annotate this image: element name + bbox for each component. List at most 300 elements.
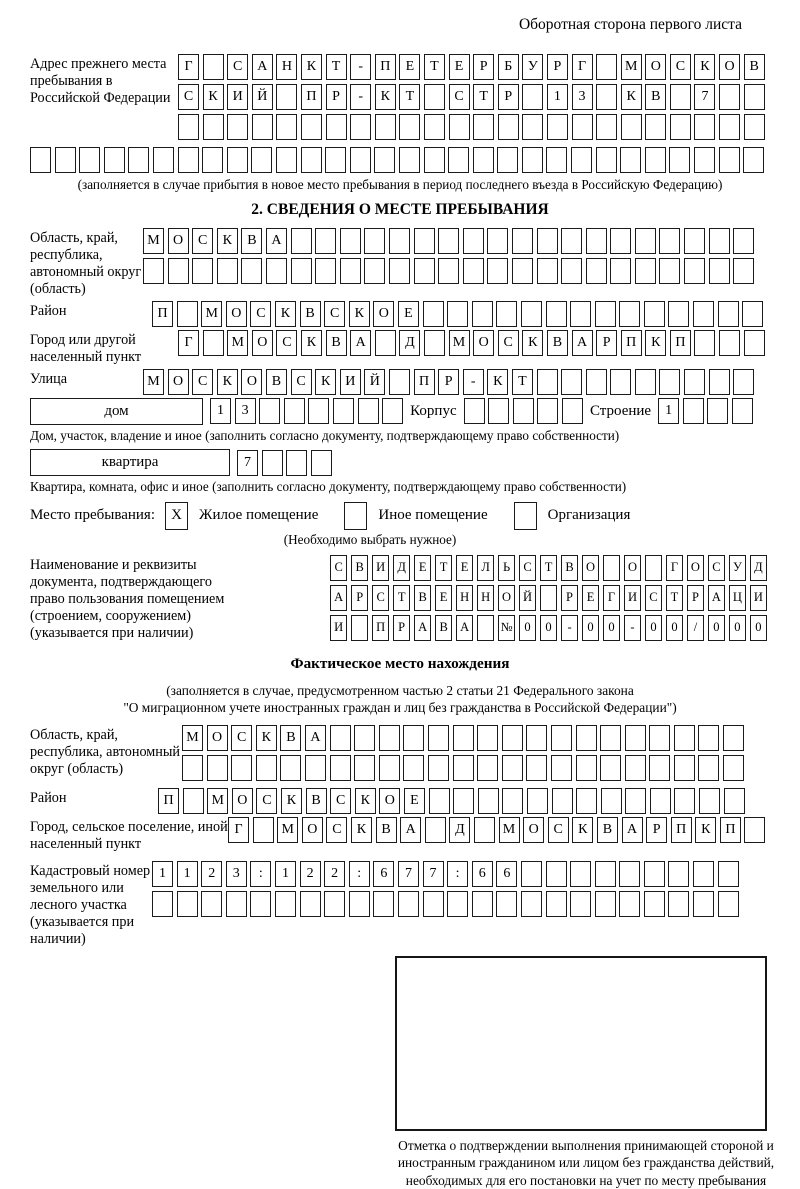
field-oblast (30, 228, 770, 298)
char-cell: П (414, 369, 435, 395)
char-cell (226, 891, 247, 917)
gorod-row (178, 330, 765, 356)
char-cell (487, 228, 508, 254)
char-cell (742, 301, 763, 327)
char-cell: П (301, 84, 322, 110)
char-cell (311, 450, 332, 476)
char-cell: А (350, 330, 371, 356)
char-cell: А (305, 725, 326, 751)
char-cell (551, 725, 572, 751)
char-cell: 1 (275, 861, 296, 887)
char-cell: Е (456, 555, 473, 581)
char-cell: 0 (519, 615, 536, 641)
char-cell: Е (582, 585, 599, 611)
char-cell: - (350, 54, 371, 80)
char-cell (586, 369, 607, 395)
char-cell: М (449, 330, 470, 356)
char-cell (354, 755, 375, 781)
factual-gorod-row (228, 817, 765, 843)
char-cell: В (376, 817, 397, 843)
char-cell (333, 398, 354, 424)
char-cell: В (547, 330, 568, 356)
char-cell: В (241, 228, 262, 254)
char-cell: М (227, 330, 248, 356)
char-cell (266, 258, 287, 284)
char-cell (104, 147, 125, 173)
mesto-note: (Необходимо выбрать нужное) (283, 531, 457, 547)
char-cell: В (266, 369, 287, 395)
char-cell: К (375, 84, 396, 110)
prev-address-row-1 (178, 54, 765, 80)
char-cell: У (729, 555, 746, 581)
char-cell: К (349, 301, 370, 327)
char-cell (552, 788, 573, 814)
char-cell (576, 725, 597, 751)
char-cell (253, 817, 274, 843)
char-cell (625, 788, 646, 814)
char-cell (649, 755, 670, 781)
char-cell: В (597, 817, 618, 843)
char-cell: О (523, 817, 544, 843)
char-cell: О (719, 54, 740, 80)
char-cell (330, 725, 351, 751)
stamp-caption: Отметка о подтверждении выполнения принимающей стороной и иностранным гражданином или лицом без гражданства действий, необходимых для его постановки на учет по месту пребывания (397, 1137, 775, 1188)
char-cell: 7 (423, 861, 444, 887)
char-cell: О (241, 369, 262, 395)
char-cell (398, 891, 419, 917)
char-cell (694, 147, 715, 173)
char-cell: А (708, 585, 725, 611)
stroenie-cells (658, 398, 753, 424)
prev-address-row-4 (30, 147, 770, 173)
char-cell (551, 755, 572, 781)
char-cell: Е (435, 585, 452, 611)
char-cell: С (372, 585, 389, 611)
char-cell (143, 258, 164, 284)
char-cell: 1 (210, 398, 231, 424)
char-cell (669, 147, 690, 173)
char-cell: Д (449, 817, 470, 843)
char-cell (275, 891, 296, 917)
char-cell: У (522, 54, 543, 80)
char-cell (733, 258, 754, 284)
char-cell (276, 147, 297, 173)
char-cell (128, 147, 149, 173)
char-cell (276, 114, 297, 140)
char-cell (540, 585, 557, 611)
char-cell: Р (498, 84, 519, 110)
char-cell: А (622, 817, 643, 843)
char-cell: Г (178, 330, 199, 356)
char-cell (429, 788, 450, 814)
char-cell (379, 755, 400, 781)
char-cell (375, 330, 396, 356)
char-cell (645, 555, 662, 581)
factual-gorod-label: Город, сельское поселение, иной населенный пункт (30, 818, 228, 852)
char-cell: Ь (498, 555, 515, 581)
char-cell (424, 147, 445, 173)
char-cell (694, 330, 715, 356)
char-cell (527, 788, 548, 814)
char-cell: А (266, 228, 287, 254)
char-cell: 6 (373, 861, 394, 887)
char-cell (276, 84, 297, 110)
char-cell (473, 114, 494, 140)
char-cell (177, 891, 198, 917)
char-cell (645, 114, 666, 140)
option-zhiloe-label: Жилое помещение (199, 507, 319, 524)
char-cell (349, 891, 370, 917)
dom-cells (210, 398, 403, 424)
char-cell (600, 755, 621, 781)
char-cell: 3 (226, 861, 247, 887)
char-cell (330, 755, 351, 781)
char-cell: Н (456, 585, 473, 611)
char-cell: О (498, 585, 515, 611)
char-cell: 0 (708, 615, 725, 641)
char-cell: К (217, 369, 238, 395)
char-cell (284, 398, 305, 424)
char-cell: И (624, 585, 641, 611)
char-cell (487, 258, 508, 284)
char-cell: Й (364, 369, 385, 395)
mesto-prebyvaniya-row (30, 502, 770, 530)
char-cell: Р (351, 585, 368, 611)
char-cell: Т (540, 555, 557, 581)
char-cell (201, 891, 222, 917)
char-cell (453, 788, 474, 814)
char-cell: С (192, 369, 213, 395)
field-factual-raion (30, 788, 770, 814)
char-cell: С (291, 369, 312, 395)
document-row-2 (330, 585, 767, 611)
char-cell (683, 398, 704, 424)
char-cell (719, 330, 740, 356)
factual-oblast-label: Область, край, республика, автономный округ (область) (30, 726, 181, 777)
char-cell: Д (399, 330, 420, 356)
char-cell: Н (477, 585, 494, 611)
checkbox-organizatsiya (514, 502, 537, 530)
char-cell: 2 (300, 861, 321, 887)
char-cell (674, 788, 695, 814)
char-cell (733, 369, 754, 395)
char-cell: М (143, 369, 164, 395)
checkbox-inoe (344, 502, 367, 530)
char-cell (79, 147, 100, 173)
char-cell: Р (547, 54, 568, 80)
char-cell: Р (393, 615, 410, 641)
oblast-row-2 (143, 258, 754, 284)
char-cell: 6 (472, 861, 493, 887)
field-factual-gorod (30, 817, 770, 853)
char-cell: 0 (729, 615, 746, 641)
char-cell: С (449, 84, 470, 110)
char-cell: М (207, 788, 228, 814)
kvartira-caption: Квартира, комната, офис и иное (заполнить согласно документу, подтверждающему право собственности) (30, 479, 627, 495)
char-cell (619, 891, 640, 917)
char-cell (644, 301, 665, 327)
char-cell (182, 755, 203, 781)
char-cell: О (232, 788, 253, 814)
char-cell (546, 147, 567, 173)
field-ulitsa (30, 369, 770, 395)
char-cell (570, 861, 591, 887)
char-cell (183, 788, 204, 814)
char-cell: А (572, 330, 593, 356)
char-cell: : (447, 861, 468, 887)
char-cell: С (708, 555, 725, 581)
char-cell (576, 755, 597, 781)
char-cell (719, 114, 740, 140)
char-cell (635, 228, 656, 254)
factual-raion-row (158, 788, 745, 814)
char-cell: А (414, 615, 431, 641)
char-cell: В (435, 615, 452, 641)
char-cell (291, 258, 312, 284)
char-cell: С (227, 54, 248, 80)
char-cell: Е (414, 555, 431, 581)
char-cell: Т (435, 555, 452, 581)
char-cell: 7 (398, 861, 419, 887)
char-cell: О (624, 555, 641, 581)
char-cell: 1 (152, 861, 173, 887)
char-cell: В (744, 54, 765, 80)
char-cell (55, 147, 76, 173)
char-cell (202, 147, 223, 173)
char-cell (526, 725, 547, 751)
char-cell (596, 114, 617, 140)
document-row-3 (330, 615, 767, 641)
char-cell: А (400, 817, 421, 843)
char-cell (207, 755, 228, 781)
char-cell (625, 755, 646, 781)
char-cell (522, 84, 543, 110)
field-kadastr (30, 861, 770, 948)
char-cell: 0 (603, 615, 620, 641)
char-cell (595, 301, 616, 327)
char-cell: Г (666, 555, 683, 581)
kvartira-box: квартира (30, 449, 230, 476)
char-cell (168, 258, 189, 284)
field-raion (30, 301, 770, 327)
char-cell: С (498, 330, 519, 356)
char-cell (718, 891, 739, 917)
char-cell (684, 369, 705, 395)
factual-title: Фактическое место нахождения (290, 654, 510, 672)
char-cell: Д (393, 555, 410, 581)
char-cell: Р (561, 585, 578, 611)
char-cell (449, 114, 470, 140)
char-cell: - (561, 615, 578, 641)
char-cell (241, 258, 262, 284)
char-cell: К (355, 788, 376, 814)
char-cell: П (621, 330, 642, 356)
char-cell (227, 147, 248, 173)
char-cell (203, 114, 224, 140)
char-cell (521, 861, 542, 887)
char-cell (231, 755, 252, 781)
char-cell (513, 398, 534, 424)
char-cell (502, 725, 523, 751)
stroenie-label: Строение (589, 402, 652, 419)
raion-row (152, 301, 763, 327)
char-cell (350, 114, 371, 140)
char-cell (561, 258, 582, 284)
char-cell (438, 228, 459, 254)
char-cell (537, 369, 558, 395)
char-cell (498, 114, 519, 140)
char-cell (562, 398, 583, 424)
char-cell (621, 114, 642, 140)
char-cell: К (256, 725, 277, 751)
char-cell (561, 369, 582, 395)
char-cell (301, 114, 322, 140)
char-cell (674, 755, 695, 781)
char-cell: К (301, 330, 322, 356)
char-cell: П (158, 788, 179, 814)
char-cell: В (351, 555, 368, 581)
char-cell: П (670, 330, 691, 356)
char-cell (178, 114, 199, 140)
char-cell: В (326, 330, 347, 356)
char-cell (259, 398, 280, 424)
char-cell: Т (393, 585, 410, 611)
char-cell (625, 725, 646, 751)
char-cell: Г (572, 54, 593, 80)
char-cell: С (645, 585, 662, 611)
char-cell (502, 755, 523, 781)
page-title: Оборотная сторона первого листа (518, 16, 742, 33)
char-cell: Т (473, 84, 494, 110)
char-cell: К (645, 330, 666, 356)
char-cell (252, 114, 273, 140)
char-cell: С (250, 301, 271, 327)
char-cell: О (207, 725, 228, 751)
char-cell (732, 398, 753, 424)
char-cell: 0 (582, 615, 599, 641)
char-cell (601, 788, 622, 814)
factual-note-1: (заполняется в случае, предусмотренном частью 2 статьи 21 Федерального закона (166, 682, 634, 698)
char-cell (308, 398, 329, 424)
ulitsa-label: Улица (30, 370, 68, 387)
char-cell: М (201, 301, 222, 327)
char-cell (325, 147, 346, 173)
char-cell: К (315, 369, 336, 395)
kadastr-label: Кадастровый номер земельного или лесного участка (указывается при наличии) (30, 862, 151, 947)
dom-box: дом (30, 398, 203, 425)
char-cell: С (670, 54, 691, 80)
char-cell (650, 788, 671, 814)
char-cell: Е (449, 54, 470, 80)
char-cell (315, 258, 336, 284)
char-cell (698, 725, 719, 751)
char-cell: 0 (645, 615, 662, 641)
char-cell (286, 450, 307, 476)
char-cell: Т (666, 585, 683, 611)
char-cell (698, 755, 719, 781)
char-cell: К (203, 84, 224, 110)
char-cell: 7 (694, 84, 715, 110)
char-cell (522, 114, 543, 140)
checkbox-zhiloe: X (165, 502, 188, 530)
char-cell (364, 258, 385, 284)
char-cell: Е (404, 788, 425, 814)
char-cell (373, 891, 394, 917)
field-prev-address (30, 54, 770, 144)
char-cell: - (463, 369, 484, 395)
char-cell: И (372, 555, 389, 581)
char-cell: Г (228, 817, 249, 843)
char-cell (718, 861, 739, 887)
char-cell (537, 258, 558, 284)
char-cell (477, 755, 498, 781)
char-cell (744, 817, 765, 843)
char-cell (684, 258, 705, 284)
char-cell (694, 114, 715, 140)
char-cell (719, 84, 740, 110)
char-cell: № (498, 615, 515, 641)
gorod-label: Город или другой населенный пункт (30, 331, 142, 365)
char-cell (546, 301, 567, 327)
char-cell: М (182, 725, 203, 751)
char-cell (659, 228, 680, 254)
char-cell (350, 147, 371, 173)
char-cell (203, 330, 224, 356)
char-cell (644, 861, 665, 887)
char-cell (399, 147, 420, 173)
char-cell: К (522, 330, 543, 356)
char-cell (300, 891, 321, 917)
char-cell: К (275, 301, 296, 327)
char-cell: О (645, 54, 666, 80)
char-cell: Р (326, 84, 347, 110)
char-cell (619, 861, 640, 887)
char-cell (178, 147, 199, 173)
char-cell (684, 228, 705, 254)
char-cell: Е (398, 301, 419, 327)
char-cell (723, 755, 744, 781)
char-cell: : (250, 861, 271, 887)
char-cell: К (281, 788, 302, 814)
kadastr-row-1 (152, 861, 739, 887)
char-cell (668, 301, 689, 327)
char-cell: Е (399, 54, 420, 80)
char-cell: О (687, 555, 704, 581)
char-cell: В (306, 788, 327, 814)
char-cell (496, 301, 517, 327)
char-cell: 1 (177, 861, 198, 887)
char-cell: Т (326, 54, 347, 80)
char-cell: Т (399, 84, 420, 110)
char-cell (522, 147, 543, 173)
char-cell: В (280, 725, 301, 751)
oblast-label: Область, край, республика, автономный округ (область) (30, 229, 142, 297)
char-cell (645, 147, 666, 173)
char-cell: В (300, 301, 321, 327)
char-cell (600, 725, 621, 751)
char-cell: П (720, 817, 741, 843)
char-cell (572, 114, 593, 140)
factual-oblast-row-1 (182, 725, 744, 751)
field-gorod (30, 330, 770, 366)
char-cell: Й (252, 84, 273, 110)
char-cell (586, 228, 607, 254)
char-cell (659, 258, 680, 284)
char-cell (521, 891, 542, 917)
char-cell (453, 755, 474, 781)
char-cell (596, 54, 617, 80)
char-cell (674, 725, 695, 751)
